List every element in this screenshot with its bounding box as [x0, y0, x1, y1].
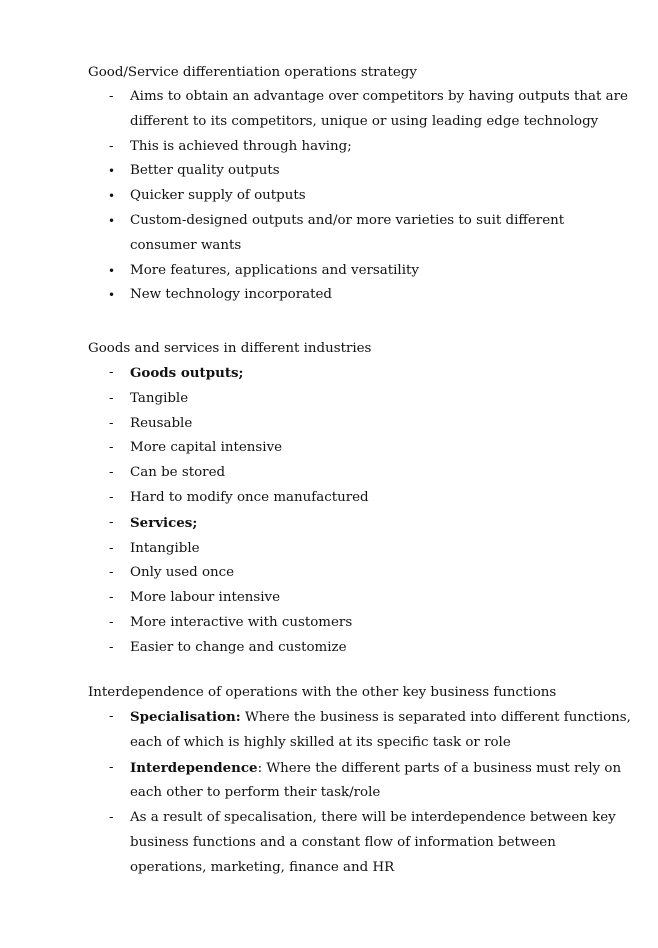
bullet-marker: • — [108, 288, 116, 303]
list-item-text: Hard to modify once manufactured — [130, 489, 369, 505]
section-heading: Good/Service differentiation operations strategy — [88, 65, 417, 80]
list-item — [88, 461, 588, 486]
list-item — [88, 85, 628, 135]
term-label: Interdependence — [130, 759, 258, 776]
list-item-line: Better quality outputs — [130, 163, 280, 179]
list-item — [88, 361, 588, 387]
dash-marker: - — [109, 614, 114, 630]
dash-marker: - — [109, 540, 114, 556]
list-item — [88, 705, 631, 756]
list-item-line: : Where the different parts of a business must rely on — [257, 760, 622, 776]
list-item-line: As a result of specalisation, there will be interdependence between key — [130, 810, 616, 826]
list-item-line: Custom-designed outputs and/or more varieties to suit different — [130, 212, 565, 228]
list-item-line: different to its competitors, unique or using leading edge technology — [130, 113, 599, 129]
list-item — [88, 537, 588, 562]
list-item-line: each of which is highly skilled at its specific task or role — [130, 734, 511, 750]
list-item-text: Tangible — [130, 390, 189, 406]
bullet-marker: • — [108, 164, 116, 179]
list-item-text: Can be stored — [130, 465, 226, 481]
list-item — [88, 135, 588, 160]
list-item-line: consumer wants — [130, 237, 242, 253]
dash-marker: - — [109, 440, 114, 456]
list-item — [88, 283, 588, 308]
list-item — [88, 486, 588, 511]
list-item-text: Intangible — [130, 540, 200, 556]
list-item-line: operations, marketing, finance and HR — [130, 859, 395, 875]
section-heading: Goods and services in different industries — [88, 341, 372, 356]
list-item-text: More capital intensive — [130, 440, 283, 456]
dash-list — [88, 361, 588, 661]
list-item — [88, 259, 588, 284]
bullet-marker: • — [108, 213, 116, 228]
dash-marker: - — [109, 639, 114, 655]
dash-marker: - — [109, 565, 114, 581]
dash-marker: - — [109, 709, 114, 724]
list-item — [88, 387, 588, 412]
bullet-marker: • — [108, 263, 116, 278]
list-item-text: Reusable — [130, 415, 193, 431]
dash-marker: - — [109, 465, 114, 481]
list-item-line: This is achieved through having; — [130, 138, 352, 154]
list-item — [88, 436, 588, 461]
list-item — [88, 806, 616, 880]
dash-marker: - — [109, 390, 114, 406]
list-item — [88, 209, 588, 259]
list-item-line: Aims to obtain an advantage over competitors by having outputs that are — [130, 89, 628, 104]
list-item — [88, 756, 622, 807]
list-item — [88, 412, 588, 437]
dash-marker: - — [109, 489, 114, 505]
list-item-line: More features, applications and versatility — [130, 262, 419, 278]
list-item-line: business functions and a constant flow of information between — [130, 834, 556, 850]
dash-marker: - — [109, 759, 114, 775]
list-item-text: Only used once — [130, 565, 235, 581]
list-item-line: each other to perform their task/role — [130, 785, 381, 801]
section-goods-and-services — [88, 337, 588, 661]
list-item-line: Where the business is separated into different functions, — [240, 710, 631, 725]
dash-marker: - — [109, 810, 114, 826]
list-item-line: Quicker supply of outputs — [130, 188, 306, 204]
list-item — [88, 561, 588, 586]
list-item — [88, 184, 588, 209]
dash-marker: - — [109, 365, 114, 380]
bullet-marker: • — [108, 189, 116, 204]
list-subheading: Services; — [130, 514, 198, 531]
list-item — [88, 159, 588, 184]
dash-list — [88, 705, 631, 881]
section-interdependence — [88, 681, 631, 881]
dash-marker: - — [109, 590, 114, 606]
list-item-text: More labour intensive — [130, 590, 281, 606]
list-subheading: Goods outputs; — [130, 365, 244, 381]
list-item — [88, 636, 588, 661]
list-item-text: Easier to change and customize — [130, 639, 347, 655]
dash-marker: - — [109, 514, 114, 530]
dash-marker: - — [109, 89, 114, 104]
list-item — [88, 511, 588, 537]
dash-marker: - — [109, 138, 114, 154]
section-differentiation-strategy — [88, 61, 628, 308]
list-item — [88, 586, 588, 611]
bullet-list — [88, 85, 628, 308]
list-item — [88, 611, 588, 636]
list-item-text: More interactive with customers — [130, 614, 353, 630]
dash-marker: - — [109, 415, 114, 431]
list-item-line: New technology incorporated — [130, 287, 332, 303]
term-label: Specialisation: — [130, 709, 241, 725]
section-heading: Interdependence of operations with the other key business functions — [88, 685, 557, 700]
